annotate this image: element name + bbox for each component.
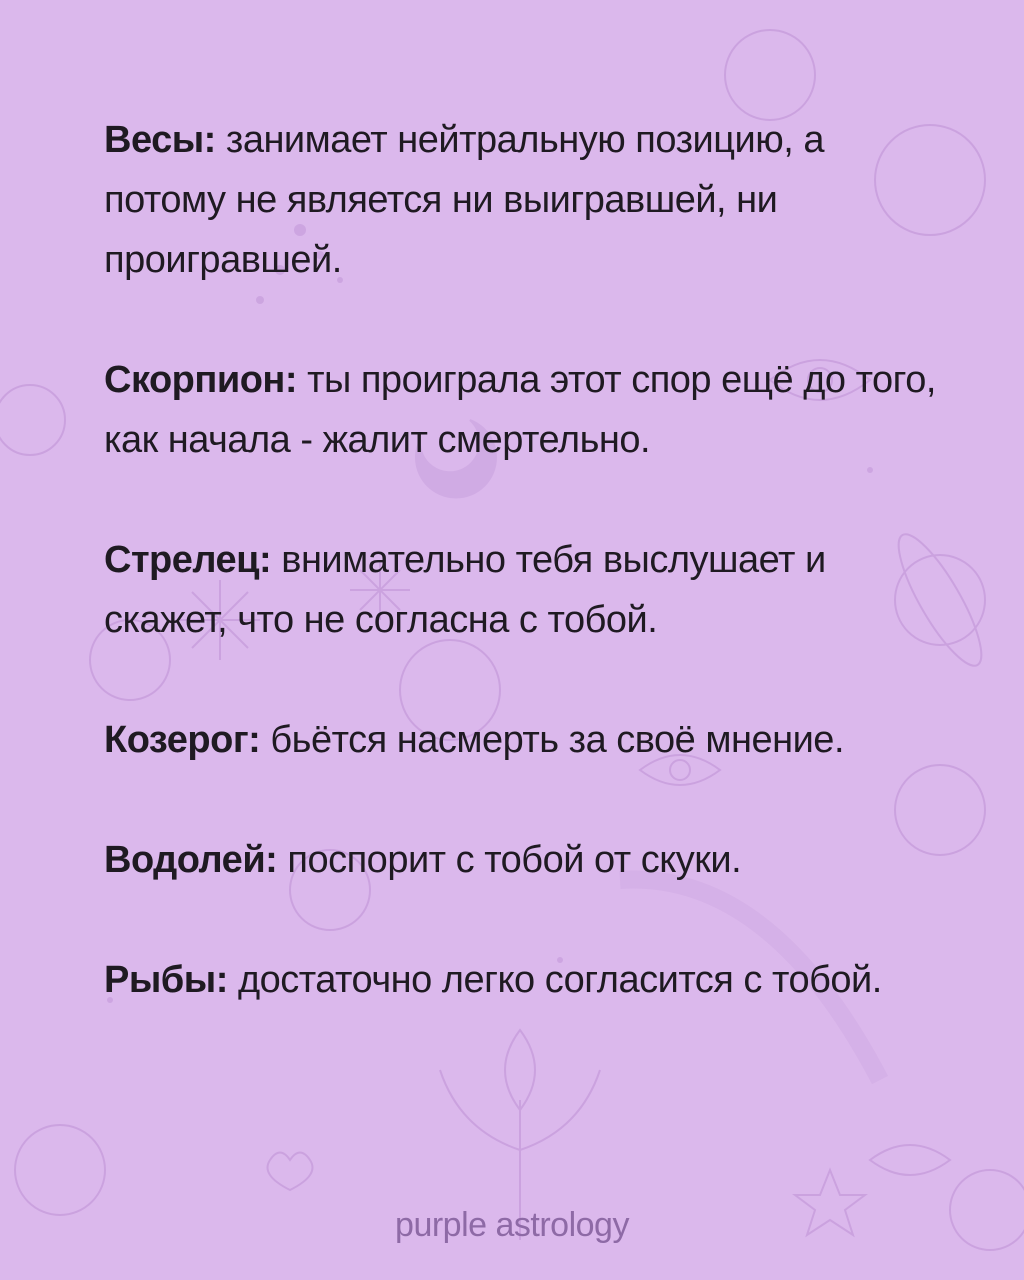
sign-description: внимательно тебя выслушает и скажет, что не согласна с тобой. (104, 539, 826, 641)
sign-description: бьётся насмерть за своё мнение. (270, 719, 844, 761)
entry-capricorn (104, 710, 944, 770)
sign-label: Козерог: (104, 719, 261, 761)
sign-description: занимает нейтральную позицию, а потому не является ни выигравшей, ни проигравшей. (104, 119, 824, 281)
planet-icon (0, 385, 65, 455)
entry-aquarius (104, 830, 944, 890)
sign-description: достаточно легко согласится с тобой. (237, 959, 882, 1001)
entry-pisces (104, 950, 944, 1010)
planet-icon (725, 30, 815, 120)
sign-label: Водолей: (104, 839, 278, 881)
sign-label: Стрелец: (104, 539, 272, 581)
sign-description: поспорит с тобой от скуки. (287, 839, 742, 881)
entry-scorpio (104, 350, 944, 470)
eye-icon (870, 1145, 950, 1175)
heart-icon (268, 1153, 313, 1191)
sign-label: Весы: (104, 119, 216, 161)
entry-sagittarius (104, 530, 944, 650)
sign-label: Рыбы: (104, 959, 228, 1001)
footer-brand: purple astrology (395, 1206, 629, 1244)
zodiac-entries-list (104, 110, 944, 1070)
planet-icon (15, 1125, 105, 1215)
sign-description: ты проиграла этот спор ещё до того, как начала - жалит смертельно. (104, 359, 936, 461)
entry-libra (104, 110, 944, 290)
sign-label: Скорпион: (104, 359, 298, 401)
